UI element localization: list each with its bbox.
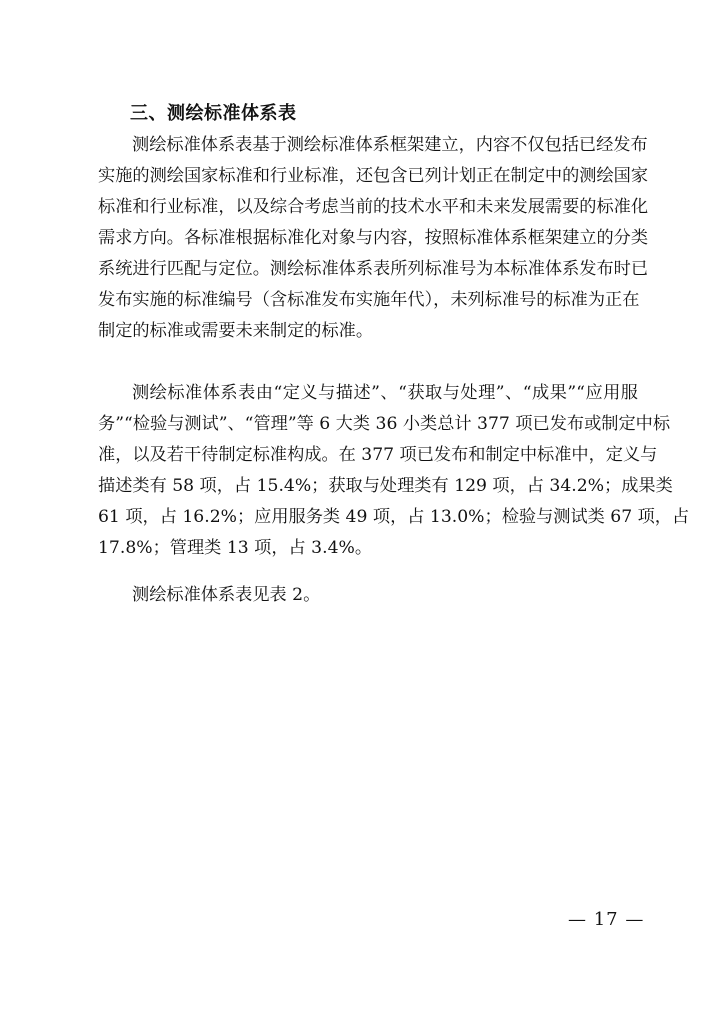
paragraph-line: 标准和行业标准，以及综合考虑当前的技术水平和未来发展需要的标准化 [98,197,649,217]
section-heading: 三、测绘标准体系表 [130,103,297,124]
paragraph-line: 务”“检验与测试”、“管理”等 6 大类 36 小类总计 377 项已发布或制定中标 [98,414,671,434]
paragraph-standards-table-description [98,130,649,347]
paragraph-line: 系统进行匹配与定位。测绘标准体系表所列标准号为本标准体系发布时已 [98,259,649,279]
paragraph-line: 测绘标准体系表基于测绘标准体系框架建立，内容不仅包括已经发布 [132,135,648,155]
paragraph-line: 制定的标准或需要未来制定的标准。 [98,321,374,341]
paragraph-line: 发布实施的标准编号（含标准发布实施年代），未列标准号的标准为正在 [98,290,640,310]
paragraph-line: 实施的测绘国家标准和行业标准，还包含已列计划正在制定中的测绘国家 [98,166,649,186]
paragraph-line: 61 项，占 16.2%；应用服务类 49 项，占 13.0%；检验与测试类 67 项，占 [98,507,690,527]
page-number: — 17 — [568,909,645,930]
paragraph-line: 准，以及若干待制定标准构成。在 377 项已发布和制定中标准中，定义与 [98,445,658,465]
paragraph-line: 测绘标准体系表见表 2。 [132,585,321,605]
paragraph-line: 测绘标准体系表由“定义与描述”、“获取与处理”、“成果”“应用服 [132,383,638,403]
paragraph-line: 描述类有 58 项，占 15.4%；获取与处理类有 129 项，占 34.2%；成果类 [98,476,673,496]
paragraph-line: 17.8%；管理类 13 项，占 3.4%。 [98,538,373,558]
paragraph-table-reference [98,580,638,611]
paragraph-category-statistics [98,378,690,564]
paragraph-line: 需求方向。各标准根据标准化对象与内容，按照标准体系框架建立的分类 [98,228,649,248]
